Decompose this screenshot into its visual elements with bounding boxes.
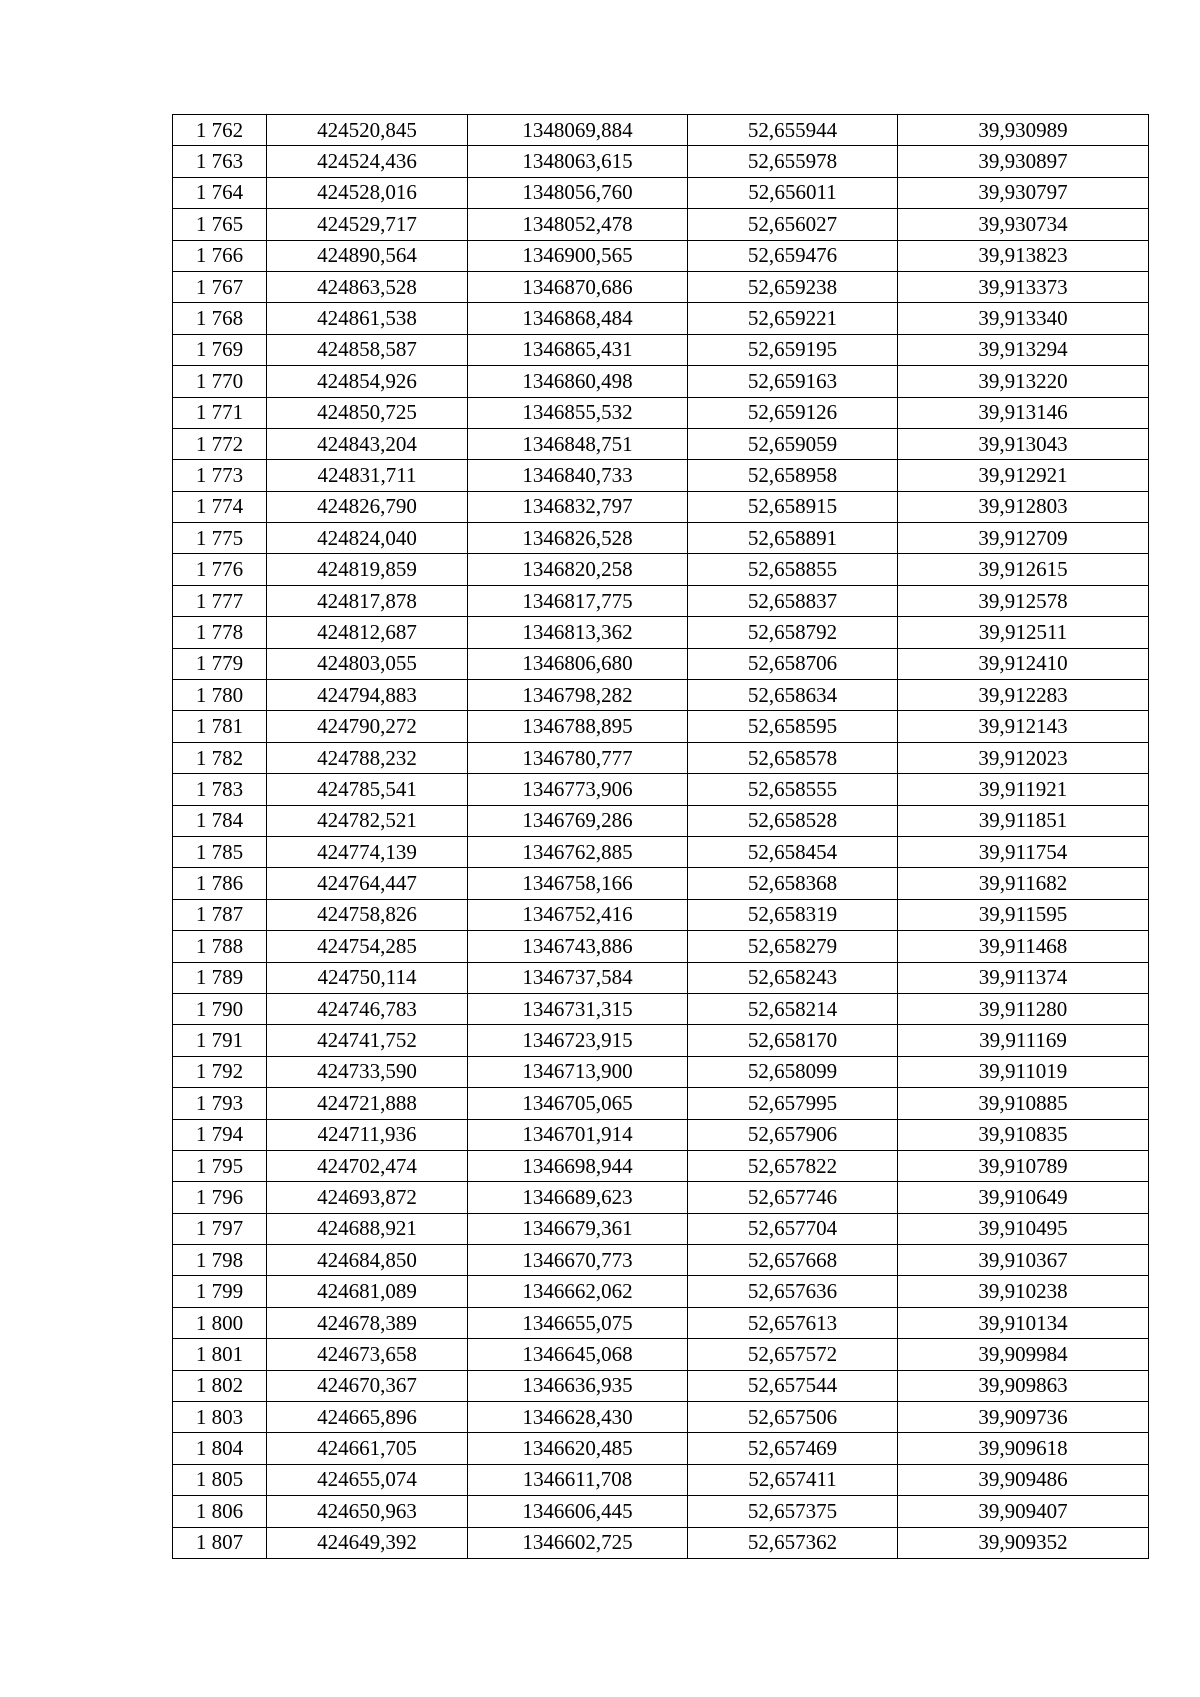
- y-coordinate-cell: 1346713,900: [468, 1056, 688, 1087]
- point-number-cell: 1 793: [173, 1088, 267, 1119]
- latitude-cell: 52,657613: [688, 1307, 898, 1338]
- point-number-cell: 1 775: [173, 523, 267, 554]
- x-coordinate-cell: 424693,872: [267, 1182, 468, 1213]
- point-number-cell: 1 788: [173, 931, 267, 962]
- latitude-cell: 52,658792: [688, 617, 898, 648]
- table-row: [173, 554, 1149, 585]
- y-coordinate-cell: 1346743,886: [468, 931, 688, 962]
- point-number-cell: 1 764: [173, 177, 267, 208]
- y-coordinate-cell: 1346620,485: [468, 1433, 688, 1464]
- y-coordinate-cell: 1346689,623: [468, 1182, 688, 1213]
- x-coordinate-cell: 424650,963: [267, 1496, 468, 1527]
- coordinates-table: [172, 114, 1149, 1559]
- point-number-cell: 1 781: [173, 711, 267, 742]
- latitude-cell: 52,658958: [688, 460, 898, 491]
- longitude-cell: 39,911682: [898, 868, 1149, 899]
- point-number-cell: 1 766: [173, 240, 267, 271]
- x-coordinate-cell: 424863,528: [267, 271, 468, 302]
- table-row: [173, 1464, 1149, 1495]
- x-coordinate-cell: 424746,783: [267, 993, 468, 1024]
- x-coordinate-cell: 424774,139: [267, 836, 468, 867]
- y-coordinate-cell: 1346636,935: [468, 1370, 688, 1401]
- latitude-cell: 52,657822: [688, 1150, 898, 1181]
- x-coordinate-cell: 424819,859: [267, 554, 468, 585]
- longitude-cell: 39,909352: [898, 1527, 1149, 1558]
- longitude-cell: 39,912511: [898, 617, 1149, 648]
- longitude-cell: 39,912803: [898, 491, 1149, 522]
- table-row: [173, 366, 1149, 397]
- table-row: [173, 303, 1149, 334]
- table-row: [173, 523, 1149, 554]
- longitude-cell: 39,910789: [898, 1150, 1149, 1181]
- latitude-cell: 52,657668: [688, 1245, 898, 1276]
- longitude-cell: 39,909736: [898, 1402, 1149, 1433]
- latitude-cell: 52,658578: [688, 742, 898, 773]
- table-row: [173, 836, 1149, 867]
- y-coordinate-cell: 1346832,797: [468, 491, 688, 522]
- y-coordinate-cell: 1346848,751: [468, 428, 688, 459]
- point-number-cell: 1 801: [173, 1339, 267, 1370]
- point-number-cell: 1 777: [173, 585, 267, 616]
- table-row: [173, 805, 1149, 836]
- point-number-cell: 1 796: [173, 1182, 267, 1213]
- x-coordinate-cell: 424794,883: [267, 680, 468, 711]
- point-number-cell: 1 771: [173, 397, 267, 428]
- y-coordinate-cell: 1346826,528: [468, 523, 688, 554]
- point-number-cell: 1 787: [173, 899, 267, 930]
- y-coordinate-cell: 1346628,430: [468, 1402, 688, 1433]
- x-coordinate-cell: 424721,888: [267, 1088, 468, 1119]
- x-coordinate-cell: 424788,232: [267, 742, 468, 773]
- latitude-cell: 52,657544: [688, 1370, 898, 1401]
- latitude-cell: 52,657572: [688, 1339, 898, 1370]
- latitude-cell: 52,658855: [688, 554, 898, 585]
- y-coordinate-cell: 1346731,315: [468, 993, 688, 1024]
- y-coordinate-cell: 1346817,775: [468, 585, 688, 616]
- x-coordinate-cell: 424785,541: [267, 774, 468, 805]
- x-coordinate-cell: 424524,436: [267, 146, 468, 177]
- point-number-cell: 1 807: [173, 1527, 267, 1558]
- longitude-cell: 39,930989: [898, 115, 1149, 146]
- longitude-cell: 39,910238: [898, 1276, 1149, 1307]
- latitude-cell: 52,655978: [688, 146, 898, 177]
- latitude-cell: 52,658634: [688, 680, 898, 711]
- point-number-cell: 1 789: [173, 962, 267, 993]
- point-number-cell: 1 769: [173, 334, 267, 365]
- x-coordinate-cell: 424711,936: [267, 1119, 468, 1150]
- y-coordinate-cell: 1346758,166: [468, 868, 688, 899]
- y-coordinate-cell: 1346679,361: [468, 1213, 688, 1244]
- longitude-cell: 39,930734: [898, 209, 1149, 240]
- point-number-cell: 1 802: [173, 1370, 267, 1401]
- table-row: [173, 240, 1149, 271]
- table-row: [173, 617, 1149, 648]
- latitude-cell: 52,658595: [688, 711, 898, 742]
- latitude-cell: 52,657411: [688, 1464, 898, 1495]
- y-coordinate-cell: 1346900,565: [468, 240, 688, 271]
- table-row: [173, 899, 1149, 930]
- y-coordinate-cell: 1346820,258: [468, 554, 688, 585]
- longitude-cell: 39,911754: [898, 836, 1149, 867]
- y-coordinate-cell: 1346701,914: [468, 1119, 688, 1150]
- longitude-cell: 39,912283: [898, 680, 1149, 711]
- table-row: [173, 1276, 1149, 1307]
- latitude-cell: 52,659126: [688, 397, 898, 428]
- table-row: [173, 1433, 1149, 1464]
- latitude-cell: 52,658279: [688, 931, 898, 962]
- x-coordinate-cell: 424520,845: [267, 115, 468, 146]
- y-coordinate-cell: 1346780,777: [468, 742, 688, 773]
- table-row: [173, 1245, 1149, 1276]
- x-coordinate-cell: 424750,114: [267, 962, 468, 993]
- y-coordinate-cell: 1346645,068: [468, 1339, 688, 1370]
- point-number-cell: 1 804: [173, 1433, 267, 1464]
- longitude-cell: 39,911851: [898, 805, 1149, 836]
- x-coordinate-cell: 424890,564: [267, 240, 468, 271]
- latitude-cell: 52,657704: [688, 1213, 898, 1244]
- table-row: [173, 115, 1149, 146]
- y-coordinate-cell: 1346752,416: [468, 899, 688, 930]
- latitude-cell: 52,658915: [688, 491, 898, 522]
- longitude-cell: 39,912615: [898, 554, 1149, 585]
- x-coordinate-cell: 424655,074: [267, 1464, 468, 1495]
- latitude-cell: 52,658099: [688, 1056, 898, 1087]
- longitude-cell: 39,912578: [898, 585, 1149, 616]
- point-number-cell: 1 806: [173, 1496, 267, 1527]
- longitude-cell: 39,909618: [898, 1433, 1149, 1464]
- longitude-cell: 39,910885: [898, 1088, 1149, 1119]
- y-coordinate-cell: 1346655,075: [468, 1307, 688, 1338]
- latitude-cell: 52,658170: [688, 1025, 898, 1056]
- point-number-cell: 1 765: [173, 209, 267, 240]
- longitude-cell: 39,910367: [898, 1245, 1149, 1276]
- x-coordinate-cell: 424831,711: [267, 460, 468, 491]
- point-number-cell: 1 782: [173, 742, 267, 773]
- table-row: [173, 931, 1149, 962]
- point-number-cell: 1 805: [173, 1464, 267, 1495]
- table-row: [173, 1025, 1149, 1056]
- table-row: [173, 1307, 1149, 1338]
- y-coordinate-cell: 1346868,484: [468, 303, 688, 334]
- point-number-cell: 1 786: [173, 868, 267, 899]
- point-number-cell: 1 773: [173, 460, 267, 491]
- x-coordinate-cell: 424670,367: [267, 1370, 468, 1401]
- point-number-cell: 1 800: [173, 1307, 267, 1338]
- table-row: [173, 1527, 1149, 1558]
- point-number-cell: 1 791: [173, 1025, 267, 1056]
- x-coordinate-cell: 424758,826: [267, 899, 468, 930]
- x-coordinate-cell: 424817,878: [267, 585, 468, 616]
- point-number-cell: 1 767: [173, 271, 267, 302]
- table-row: [173, 648, 1149, 679]
- table-row: [173, 209, 1149, 240]
- latitude-cell: 52,659195: [688, 334, 898, 365]
- longitude-cell: 39,912410: [898, 648, 1149, 679]
- longitude-cell: 39,912143: [898, 711, 1149, 742]
- longitude-cell: 39,911921: [898, 774, 1149, 805]
- latitude-cell: 52,659238: [688, 271, 898, 302]
- x-coordinate-cell: 424854,926: [267, 366, 468, 397]
- longitude-cell: 39,913294: [898, 334, 1149, 365]
- x-coordinate-cell: 424661,705: [267, 1433, 468, 1464]
- y-coordinate-cell: 1346870,686: [468, 271, 688, 302]
- table-row: [173, 334, 1149, 365]
- longitude-cell: 39,910835: [898, 1119, 1149, 1150]
- point-number-cell: 1 776: [173, 554, 267, 585]
- point-number-cell: 1 779: [173, 648, 267, 679]
- x-coordinate-cell: 424803,055: [267, 648, 468, 679]
- x-coordinate-cell: 424673,658: [267, 1339, 468, 1370]
- x-coordinate-cell: 424665,896: [267, 1402, 468, 1433]
- y-coordinate-cell: 1346769,286: [468, 805, 688, 836]
- x-coordinate-cell: 424678,389: [267, 1307, 468, 1338]
- latitude-cell: 52,659059: [688, 428, 898, 459]
- y-coordinate-cell: 1346611,708: [468, 1464, 688, 1495]
- latitude-cell: 52,658243: [688, 962, 898, 993]
- x-coordinate-cell: 424824,040: [267, 523, 468, 554]
- point-number-cell: 1 785: [173, 836, 267, 867]
- longitude-cell: 39,911169: [898, 1025, 1149, 1056]
- x-coordinate-cell: 424702,474: [267, 1150, 468, 1181]
- y-coordinate-cell: 1346798,282: [468, 680, 688, 711]
- table-row: [173, 460, 1149, 491]
- point-number-cell: 1 798: [173, 1245, 267, 1276]
- point-number-cell: 1 778: [173, 617, 267, 648]
- point-number-cell: 1 795: [173, 1150, 267, 1181]
- y-coordinate-cell: 1346840,733: [468, 460, 688, 491]
- y-coordinate-cell: 1346788,895: [468, 711, 688, 742]
- y-coordinate-cell: 1346698,944: [468, 1150, 688, 1181]
- x-coordinate-cell: 424529,717: [267, 209, 468, 240]
- y-coordinate-cell: 1346723,915: [468, 1025, 688, 1056]
- table-row: [173, 271, 1149, 302]
- table-row: [173, 1213, 1149, 1244]
- latitude-cell: 52,659221: [688, 303, 898, 334]
- table-row: [173, 397, 1149, 428]
- latitude-cell: 52,659163: [688, 366, 898, 397]
- latitude-cell: 52,657506: [688, 1402, 898, 1433]
- table-row: [173, 146, 1149, 177]
- table-row: [173, 962, 1149, 993]
- table-row: [173, 1150, 1149, 1181]
- point-number-cell: 1 774: [173, 491, 267, 522]
- y-coordinate-cell: 1346705,065: [468, 1088, 688, 1119]
- y-coordinate-cell: 1346865,431: [468, 334, 688, 365]
- table-row: [173, 585, 1149, 616]
- longitude-cell: 39,913146: [898, 397, 1149, 428]
- x-coordinate-cell: 424688,921: [267, 1213, 468, 1244]
- table-row: [173, 711, 1149, 742]
- latitude-cell: 52,657636: [688, 1276, 898, 1307]
- y-coordinate-cell: 1346602,725: [468, 1527, 688, 1558]
- latitude-cell: 52,658555: [688, 774, 898, 805]
- y-coordinate-cell: 1346806,680: [468, 648, 688, 679]
- latitude-cell: 52,657995: [688, 1088, 898, 1119]
- longitude-cell: 39,930897: [898, 146, 1149, 177]
- longitude-cell: 39,911595: [898, 899, 1149, 930]
- longitude-cell: 39,910495: [898, 1213, 1149, 1244]
- longitude-cell: 39,913220: [898, 366, 1149, 397]
- longitude-cell: 39,912023: [898, 742, 1149, 773]
- x-coordinate-cell: 424764,447: [267, 868, 468, 899]
- table-row: [173, 177, 1149, 208]
- x-coordinate-cell: 424812,687: [267, 617, 468, 648]
- longitude-cell: 39,913373: [898, 271, 1149, 302]
- y-coordinate-cell: 1346662,062: [468, 1276, 688, 1307]
- x-coordinate-cell: 424826,790: [267, 491, 468, 522]
- table-row: [173, 1402, 1149, 1433]
- table-row: [173, 993, 1149, 1024]
- longitude-cell: 39,930797: [898, 177, 1149, 208]
- point-number-cell: 1 799: [173, 1276, 267, 1307]
- x-coordinate-cell: 424684,850: [267, 1245, 468, 1276]
- y-coordinate-cell: 1346762,885: [468, 836, 688, 867]
- table-row: [173, 1339, 1149, 1370]
- point-number-cell: 1 794: [173, 1119, 267, 1150]
- y-coordinate-cell: 1348069,884: [468, 115, 688, 146]
- x-coordinate-cell: 424649,392: [267, 1527, 468, 1558]
- x-coordinate-cell: 424843,204: [267, 428, 468, 459]
- longitude-cell: 39,909486: [898, 1464, 1149, 1495]
- longitude-cell: 39,911019: [898, 1056, 1149, 1087]
- point-number-cell: 1 762: [173, 115, 267, 146]
- x-coordinate-cell: 424754,285: [267, 931, 468, 962]
- point-number-cell: 1 768: [173, 303, 267, 334]
- point-number-cell: 1 784: [173, 805, 267, 836]
- table-row: [173, 868, 1149, 899]
- x-coordinate-cell: 424528,016: [267, 177, 468, 208]
- longitude-cell: 39,909863: [898, 1370, 1149, 1401]
- table-row: [173, 1370, 1149, 1401]
- latitude-cell: 52,656027: [688, 209, 898, 240]
- longitude-cell: 39,909407: [898, 1496, 1149, 1527]
- latitude-cell: 52,658319: [688, 899, 898, 930]
- y-coordinate-cell: 1346855,532: [468, 397, 688, 428]
- point-number-cell: 1 783: [173, 774, 267, 805]
- longitude-cell: 39,912921: [898, 460, 1149, 491]
- x-coordinate-cell: 424733,590: [267, 1056, 468, 1087]
- table-row: [173, 491, 1149, 522]
- latitude-cell: 52,658891: [688, 523, 898, 554]
- longitude-cell: 39,910134: [898, 1307, 1149, 1338]
- latitude-cell: 52,658706: [688, 648, 898, 679]
- table-row: [173, 1182, 1149, 1213]
- y-coordinate-cell: 1346737,584: [468, 962, 688, 993]
- latitude-cell: 52,657362: [688, 1527, 898, 1558]
- y-coordinate-cell: 1346670,773: [468, 1245, 688, 1276]
- table-row: [173, 1119, 1149, 1150]
- latitude-cell: 52,657375: [688, 1496, 898, 1527]
- longitude-cell: 39,909984: [898, 1339, 1149, 1370]
- longitude-cell: 39,911374: [898, 962, 1149, 993]
- latitude-cell: 52,657746: [688, 1182, 898, 1213]
- point-number-cell: 1 763: [173, 146, 267, 177]
- point-number-cell: 1 803: [173, 1402, 267, 1433]
- x-coordinate-cell: 424681,089: [267, 1276, 468, 1307]
- table-row: [173, 428, 1149, 459]
- latitude-cell: 52,658214: [688, 993, 898, 1024]
- x-coordinate-cell: 424861,538: [267, 303, 468, 334]
- longitude-cell: 39,913823: [898, 240, 1149, 271]
- latitude-cell: 52,659476: [688, 240, 898, 271]
- longitude-cell: 39,911280: [898, 993, 1149, 1024]
- point-number-cell: 1 790: [173, 993, 267, 1024]
- longitude-cell: 39,913043: [898, 428, 1149, 459]
- y-coordinate-cell: 1348063,615: [468, 146, 688, 177]
- point-number-cell: 1 772: [173, 428, 267, 459]
- table-row: [173, 742, 1149, 773]
- x-coordinate-cell: 424782,521: [267, 805, 468, 836]
- longitude-cell: 39,910649: [898, 1182, 1149, 1213]
- y-coordinate-cell: 1346813,362: [468, 617, 688, 648]
- longitude-cell: 39,911468: [898, 931, 1149, 962]
- table-row: [173, 680, 1149, 711]
- longitude-cell: 39,912709: [898, 523, 1149, 554]
- point-number-cell: 1 770: [173, 366, 267, 397]
- x-coordinate-cell: 424790,272: [267, 711, 468, 742]
- latitude-cell: 52,655944: [688, 115, 898, 146]
- point-number-cell: 1 792: [173, 1056, 267, 1087]
- coordinates-table-body: [173, 115, 1149, 1559]
- x-coordinate-cell: 424858,587: [267, 334, 468, 365]
- latitude-cell: 52,658368: [688, 868, 898, 899]
- y-coordinate-cell: 1346860,498: [468, 366, 688, 397]
- table-row: [173, 1056, 1149, 1087]
- point-number-cell: 1 797: [173, 1213, 267, 1244]
- y-coordinate-cell: 1348056,760: [468, 177, 688, 208]
- point-number-cell: 1 780: [173, 680, 267, 711]
- latitude-cell: 52,658837: [688, 585, 898, 616]
- latitude-cell: 52,656011: [688, 177, 898, 208]
- y-coordinate-cell: 1346606,445: [468, 1496, 688, 1527]
- y-coordinate-cell: 1346773,906: [468, 774, 688, 805]
- x-coordinate-cell: 424741,752: [267, 1025, 468, 1056]
- y-coordinate-cell: 1348052,478: [468, 209, 688, 240]
- latitude-cell: 52,658454: [688, 836, 898, 867]
- latitude-cell: 52,657906: [688, 1119, 898, 1150]
- table-row: [173, 1088, 1149, 1119]
- x-coordinate-cell: 424850,725: [267, 397, 468, 428]
- table-row: [173, 774, 1149, 805]
- table-row: [173, 1496, 1149, 1527]
- longitude-cell: 39,913340: [898, 303, 1149, 334]
- latitude-cell: 52,657469: [688, 1433, 898, 1464]
- latitude-cell: 52,658528: [688, 805, 898, 836]
